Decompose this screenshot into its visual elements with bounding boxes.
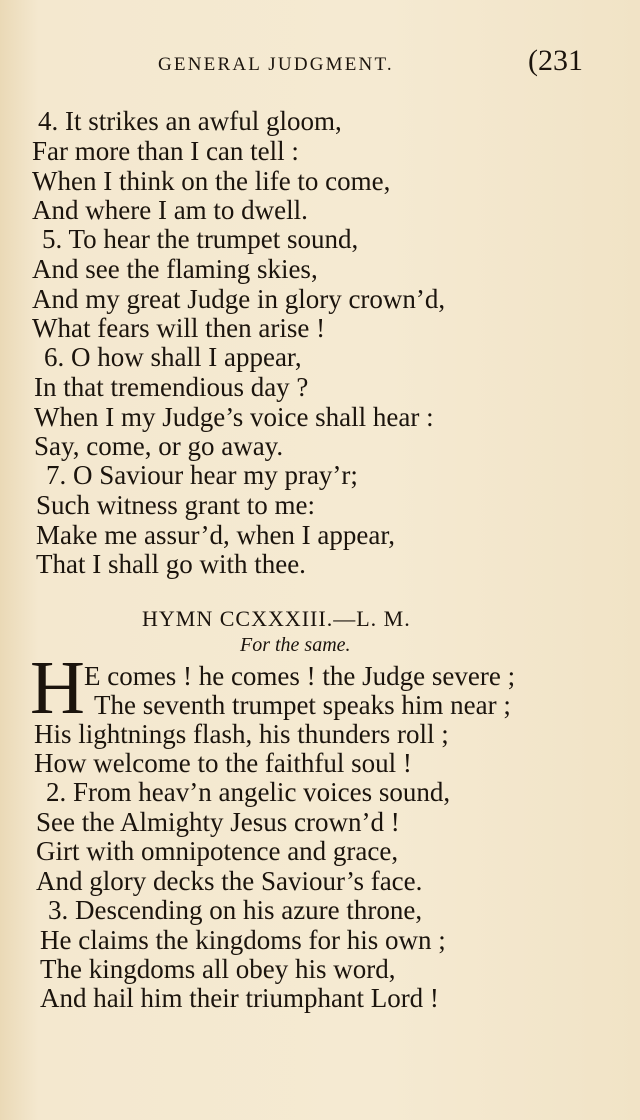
verse-line: And see the flaming skies, (32, 254, 318, 284)
verse-line: 7. O Saviour hear my pray’r; (46, 460, 358, 490)
verse-line: Far more than I can tell : (32, 136, 299, 166)
verse-line: 4. It strikes an awful gloom, (38, 106, 342, 136)
verse-line: The seventh trumpet speaks him near ; (94, 690, 511, 720)
hymn-subtitle: For the same. (240, 634, 351, 656)
verse-line: And where I am to dwell. (32, 195, 308, 225)
running-head: GENERAL JUDGMENT. (158, 54, 394, 75)
verse-line: Such witness grant to me: (36, 490, 315, 520)
page-number: (231 (528, 44, 583, 77)
verse-line: And hail him their triumphant Lord ! (40, 983, 439, 1013)
verse-line: Girt with omnipotence and grace, (36, 836, 399, 866)
hymn-title: HYMN CCXXXIII.—L. M. (142, 606, 411, 631)
verse-line: 5. To hear the trumpet sound, (42, 224, 359, 254)
verse-line: E comes ! he comes ! the Judge severe ; (84, 661, 516, 691)
drop-cap: H (30, 646, 85, 730)
verse-line: And glory decks the Saviour’s face. (36, 866, 423, 896)
page-header (0, 44, 640, 84)
verse-line: 6. O how shall I appear, (44, 342, 302, 372)
verse-line: 2. From heav’n angelic voices sound, (46, 777, 451, 807)
verse-line: What fears will then arise ! (32, 313, 326, 343)
verse-line: His lightnings flash, his thunders roll ; (34, 719, 449, 749)
verse-line: In that tremendious day ? (34, 372, 309, 402)
verse-line: The kingdoms all obey his word, (40, 954, 396, 984)
verse-line: That I shall go with thee. (36, 549, 306, 579)
verse-line: See the Almighty Jesus crown’d ! (36, 807, 400, 837)
verse-line: When I think on the life to come, (32, 166, 391, 196)
verse-line: 3. Descending on his azure throne, (48, 895, 423, 925)
verse-line: And my great Judge in glory crown’d, (32, 284, 446, 314)
verse-line: When I my Judge’s voice shall hear : (34, 402, 434, 432)
verse-line: Make me assur’d, when I appear, (36, 520, 396, 550)
verse-line: He claims the kingdoms for his own ; (40, 925, 446, 955)
verse-line: How welcome to the faithful soul ! (34, 748, 412, 778)
verse-line: Say, come, or go away. (34, 431, 284, 461)
